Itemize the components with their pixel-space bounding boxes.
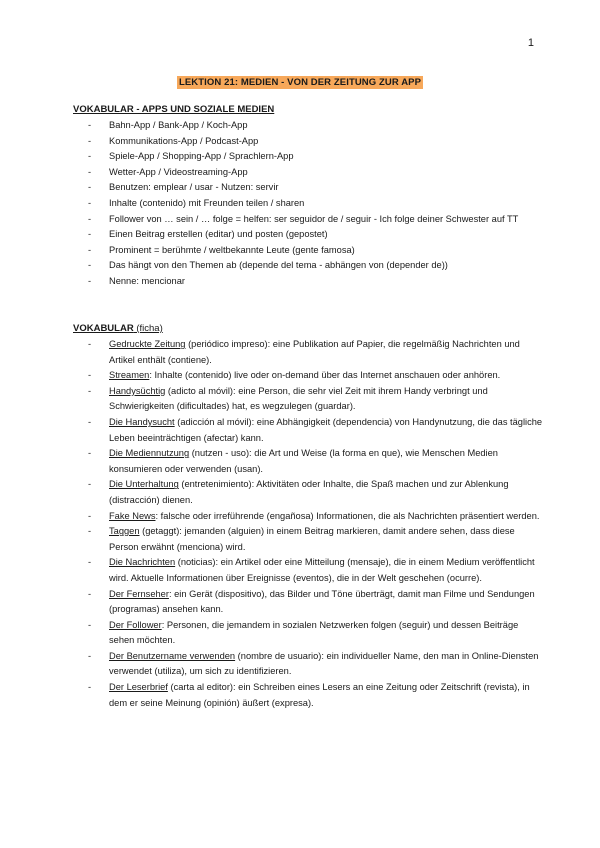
title-container bbox=[0, 72, 600, 90]
list-item bbox=[73, 212, 543, 228]
definition-text bbox=[109, 524, 543, 555]
term: Die Mediennutzung bbox=[109, 448, 190, 459]
term: Die Unterhaltung bbox=[109, 479, 179, 490]
list-item bbox=[73, 180, 543, 196]
definition-item bbox=[73, 555, 543, 586]
bullet-dash: - bbox=[88, 275, 92, 286]
bullet-dash: - bbox=[88, 416, 92, 427]
term: Handysüchtig bbox=[109, 385, 166, 396]
definition-item bbox=[73, 384, 543, 415]
definition-item bbox=[73, 477, 543, 508]
list-item-text: Spiele-App / Shopping-App / Sprachlern-App bbox=[109, 151, 294, 162]
bullet-dash: - bbox=[88, 370, 92, 381]
term: Der Benutzername verwenden bbox=[109, 650, 236, 661]
definition: : falsche oder irreführende (engañosa) Informationen, die als Nachrichten präsentiert werden. bbox=[155, 510, 540, 521]
definition-text bbox=[109, 509, 543, 525]
bullet-dash: - bbox=[88, 151, 92, 162]
list-item-text: Inhalte (contenido) mit Freunden teilen / sharen bbox=[109, 197, 305, 208]
bullet-dash: - bbox=[88, 557, 92, 568]
list-item-text: Bahn-App / Bank-App / Koch-App bbox=[109, 120, 248, 130]
bullet-dash: - bbox=[88, 260, 92, 271]
list-item bbox=[73, 258, 543, 274]
definition: (nutzen - uso): die Art und Weise (la forma en que), wie Menschen Medien konsumieren oder verwenden (usan). bbox=[109, 448, 498, 474]
bullet-dash: - bbox=[88, 339, 92, 349]
list-item bbox=[73, 118, 543, 134]
definition-item bbox=[73, 680, 543, 711]
definition-text bbox=[109, 555, 543, 586]
list-item-text: Wetter-App / Videostreaming-App bbox=[109, 166, 248, 177]
section-heading-suffix: (ficha) bbox=[133, 323, 163, 334]
bullet-dash: - bbox=[88, 526, 92, 537]
bullet-dash: - bbox=[88, 213, 92, 224]
definition: (getaggt): jemanden (alguien) in einem Beitrag markieren, damit andere sehen, dass diese Person erwähnt (menciona) wird. bbox=[109, 526, 515, 552]
bullet-dash: - bbox=[88, 229, 92, 240]
definition: : Personen, die jemandem in sozialen Netzwerken folgen (seguir) und dessen Beiträge sehen möchten. bbox=[109, 619, 519, 646]
section-heading bbox=[73, 322, 543, 336]
bullet-dash: - bbox=[88, 682, 92, 693]
definition-text bbox=[109, 618, 543, 649]
definition-item bbox=[73, 524, 543, 555]
definition-text bbox=[109, 337, 543, 368]
term: Streamen bbox=[109, 370, 150, 381]
definition: (nombre de usuario): ein individueller Name, den man in Online-Diensten verwendet (utiliza), um sich zu identifizieren. bbox=[109, 650, 539, 677]
vocab-list bbox=[73, 118, 543, 290]
definition-item bbox=[73, 618, 543, 649]
bullet-dash: - bbox=[88, 448, 92, 459]
definition-text bbox=[109, 368, 543, 384]
list-item bbox=[73, 149, 543, 165]
list-item bbox=[73, 134, 543, 150]
definition: : ein Gerät (dispositivo), das Bilder und Töne überträgt, damit man Filme und Sendungen (programas) ansehen kann. bbox=[109, 588, 535, 615]
definition: (noticias): ein Artikel oder eine Mitteilung (mensaje), die in einem Medium veröffentlicht wird. Aktuelle Informationen über Ereignisse (eventos), die in der Welt geschehen (ocurre). bbox=[109, 557, 535, 583]
list-item bbox=[73, 274, 543, 290]
bullet-dash: - bbox=[88, 385, 92, 396]
bullet-dash: - bbox=[88, 135, 92, 146]
section-apps-social-media bbox=[73, 103, 543, 290]
definition: (periódico impreso): eine Publikation auf Papier, die regelmäßig Nachrichten und Artikel enthält (contiene). bbox=[109, 339, 520, 365]
definition: (entretenimiento): Aktivitäten oder Inhalte, die Spaß machen und zur Ablenkung (distracción) dienen. bbox=[109, 479, 509, 505]
bullet-dash: - bbox=[88, 244, 92, 255]
list-item bbox=[73, 196, 543, 212]
bullet-dash: - bbox=[88, 510, 92, 521]
list-item-text: Prominent = berühmte / weltbekannte Leute (gente famosa) bbox=[109, 244, 355, 255]
section-heading: VOKABULAR - APPS UND SOZIALE MEDIEN bbox=[73, 104, 275, 115]
definition: : Inhalte (contenido) live oder on-demand über das Internet anschauen oder anhören. bbox=[149, 370, 501, 381]
definition-text bbox=[109, 649, 543, 680]
definition-item bbox=[73, 337, 543, 368]
definition: (carta al editor): ein Schreiben eines Lesers an eine Zeitung oder Zeitschrift (revista), in dem er seine Meinung (opinión) äußert (expresa). bbox=[109, 682, 530, 708]
definition-text bbox=[109, 680, 543, 711]
section-heading-text: VOKABULAR bbox=[73, 323, 134, 334]
bullet-dash: - bbox=[88, 166, 92, 177]
list-item-text: Benutzen: emplear / usar - Nutzen: servir bbox=[109, 182, 279, 193]
term: Der Fernseher bbox=[109, 588, 169, 599]
term: Fake News bbox=[109, 510, 156, 521]
term: Die Handysucht bbox=[109, 416, 175, 427]
definition-item bbox=[73, 649, 543, 680]
list-item bbox=[73, 165, 543, 181]
page-number: 1 bbox=[527, 37, 534, 49]
definition-text bbox=[109, 415, 543, 446]
term: Der Follower bbox=[109, 619, 162, 630]
definition-text bbox=[109, 446, 543, 477]
term: Die Nachrichten bbox=[109, 557, 176, 568]
term: Gedruckte Zeitung bbox=[109, 339, 186, 349]
bullet-dash: - bbox=[88, 479, 92, 490]
bullet-dash: - bbox=[88, 182, 92, 193]
definition-item bbox=[73, 415, 543, 446]
bullet-dash: - bbox=[88, 120, 92, 130]
list-item-text: Nenne: mencionar bbox=[109, 275, 185, 286]
definition-item bbox=[73, 587, 543, 618]
definition: (adicto al móvil): eine Person, die sehr viel Zeit mit ihrem Handy verbringt und Schwierigkeiten (dificultades) hat, es wegzulegen (guardar). bbox=[109, 385, 488, 412]
definition-text bbox=[109, 384, 543, 415]
bullet-dash: - bbox=[88, 650, 92, 661]
document-title: LEKTION 21: MEDIEN - VON DER ZEITUNG ZUR APP bbox=[178, 77, 422, 88]
bullet-dash: - bbox=[88, 588, 92, 599]
definition-item bbox=[73, 509, 543, 525]
list-item-text: Kommunikations-App / Podcast-App bbox=[109, 135, 259, 146]
list-item bbox=[73, 227, 543, 243]
definition: (adicción al móvil): eine Abhängigkeit (dependencia) von Handynutzung, die das tägliche Leben beeinträchtigen (afectar) kann. bbox=[109, 416, 543, 443]
bullet-dash: - bbox=[88, 197, 92, 208]
list-item bbox=[73, 243, 543, 259]
definition-list bbox=[73, 337, 543, 711]
bullet-dash: - bbox=[88, 619, 92, 630]
list-item-text: Einen Beitrag erstellen (editar) und posten (gepostet) bbox=[109, 229, 328, 240]
term: Der Leserbrief bbox=[109, 682, 168, 693]
definition-text bbox=[109, 587, 543, 618]
list-item-text: Follower von … sein / … folge = helfen: ser seguidor de / seguir - Ich folge deiner Schwester auf TT bbox=[109, 213, 519, 224]
definition-item bbox=[73, 368, 543, 384]
section-vocabulary-ficha bbox=[73, 322, 543, 711]
definition-text bbox=[109, 477, 543, 508]
definition-item bbox=[73, 446, 543, 477]
term: Taggen bbox=[109, 526, 140, 537]
list-item-text: Das hängt von den Themen ab (depende del tema - abhängen von (depender de)) bbox=[109, 260, 448, 271]
